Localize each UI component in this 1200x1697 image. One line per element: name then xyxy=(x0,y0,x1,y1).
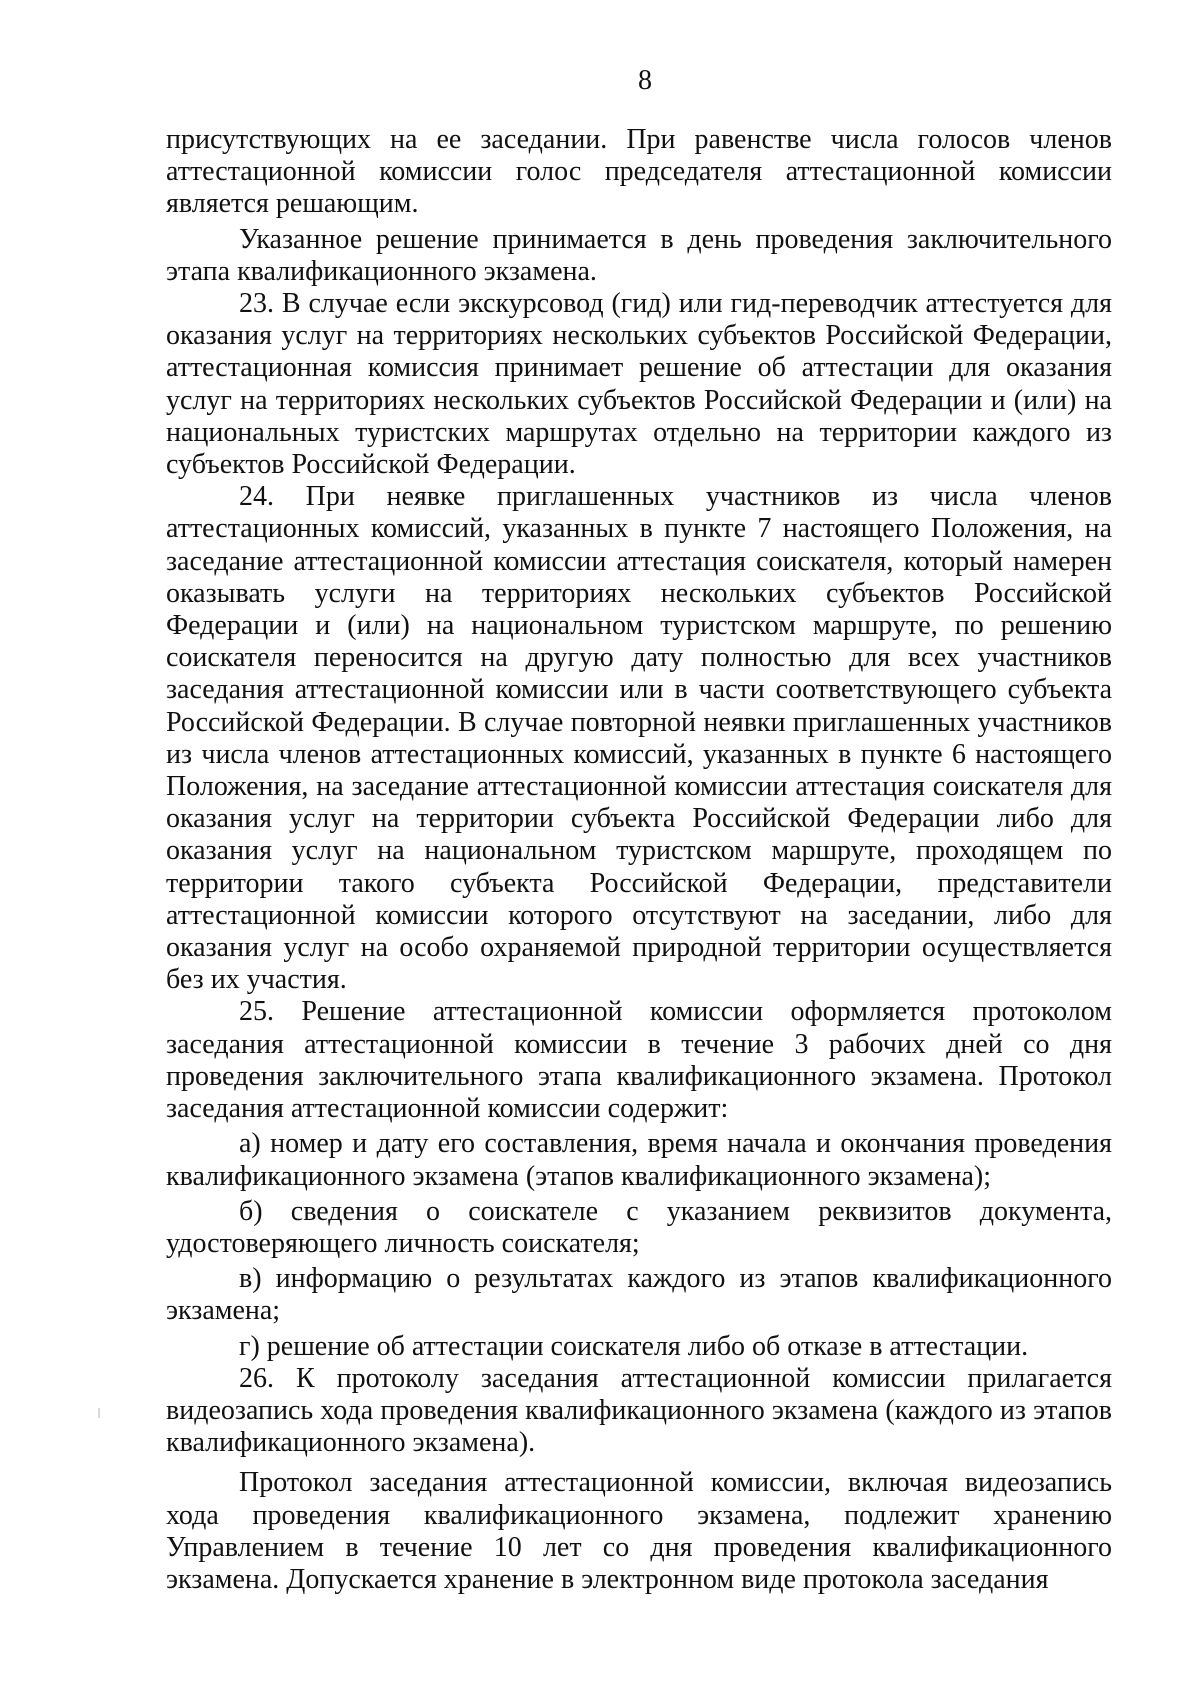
paragraph-24: 24. При неявке приглашенных участников из числа членов аттестационных комиссий, указанных в пункте 7 настоящего Положения, на заседание аттестационной комиссии аттестация соискателя, который намерен оказывать услуги на территориях нескольких субъектов Российской Федерации и (или) на национальном туристском маршруте, по решению соискателя переносится на другую дату полностью для всех участников заседания аттестационной комиссии или в части соответствующего субъекта Российской Федерации. В случае повторной неявки приглашенных участников из числа членов аттестационных комиссий, указанных в пункте 6 настоящего Положения, на заседание аттестационной комиссии аттестация соискателя для оказания услуг на территории субъекта Российской Федерации либо для оказания услуг на национальном туристском маршруте, проходящем по территории такого субъекта Российской Федерации, представители аттестационной комиссии которого отсутствуют на заседании, либо для оказания услуг на особо охраняемой природной территории осуществляется без их участия. xyxy=(166,481,1112,996)
page-number: 8 xyxy=(638,65,652,96)
scan-mark xyxy=(98,1408,100,1418)
paragraph-25: 25. Решение аттестационной комиссии оформляется протоколом заседания аттестационной комиссии в течение 3 рабочих дней со дня проведения заключительного этапа квалификационного экзамена. Протокол заседания аттестационной комиссии содержит: xyxy=(166,996,1112,1125)
document-body xyxy=(166,124,1112,1596)
paragraph-protocol-storage: Протокол заседания аттестационной комиссии, включая видеозапись хода проведения квалификационного экзамена, подлежит хранению Управлением в течение 10 лет со дня проведения квалификационного экзамена. Допускается хранение в электронном виде протокола заседания xyxy=(166,1467,1112,1595)
paragraph-23: 23. В случае если экскурсовод (гид) или гид-переводчик аттестуется для оказания услуг на территориях нескольких субъектов Российской Федерации, аттестационная комиссия принимает решение об аттестации для оказания услуг на территориях нескольких субъектов Российской Федерации и (или) на национальных туристских маршрутах отдельно на территории каждого из субъектов Российской Федерации. xyxy=(166,288,1112,481)
paragraph-continuation: присутствующих на ее заседании. При равенстве числа голосов членов аттестационной комиссии голос председателя аттестационной комиссии является решающим. xyxy=(166,124,1112,220)
paragraph-26: 26. К протоколу заседания аттестационной комиссии прилагается видеозапись хода проведения квалификационного экзамена (каждого из этапов квалификационного экзамена). xyxy=(166,1362,1112,1459)
paragraph-25-item-b: б) сведения о соискателе с указанием реквизитов документа, удостоверяющего личность соискателя; xyxy=(166,1195,1112,1259)
paragraph-decision-day: Указанное решение принимается в день проведения заключительного этапа квалификационного экзамена. xyxy=(166,223,1112,287)
paragraph-25-item-g: г) решение об аттестации соискателя либо об отказе в аттестации. xyxy=(239,1330,1029,1362)
paragraph-25-item-a: а) номер и дату его составления, время начала и окончания проведения квалификационного экзамена (этапов квалификационного экзамена); xyxy=(166,1128,1112,1192)
paragraph-25-item-v: в) информацию о результатах каждого из этапов квалификационного экзамена; xyxy=(166,1263,1112,1327)
